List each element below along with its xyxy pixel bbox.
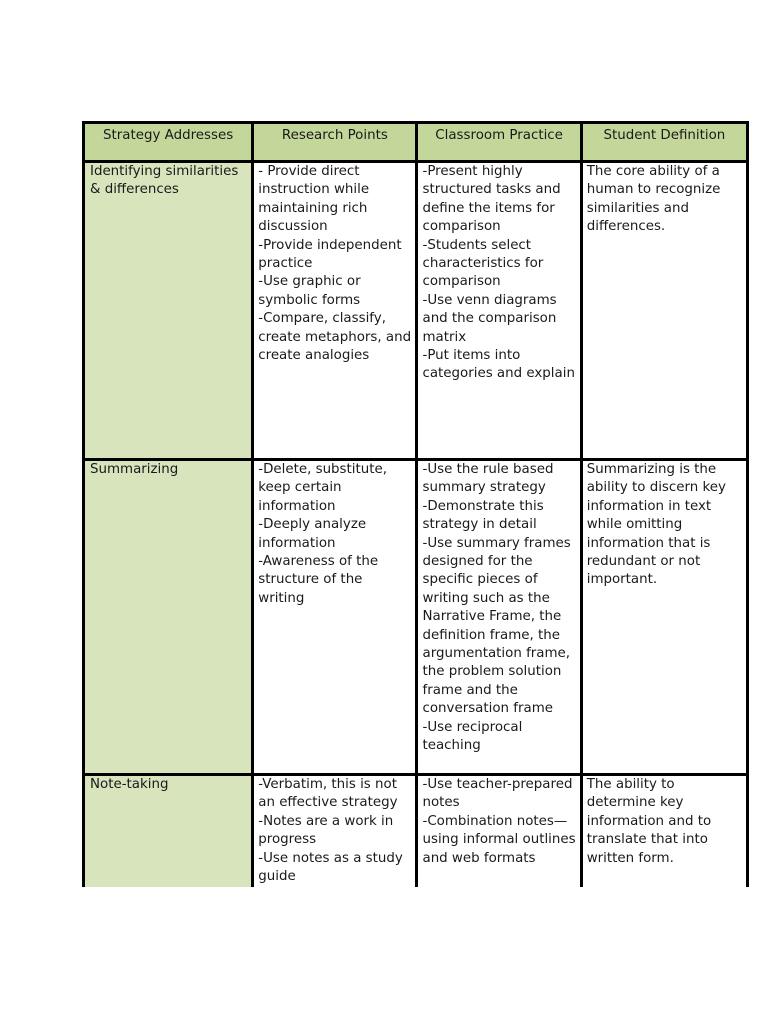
table-row [84, 775, 748, 888]
classroom-practice-cell: -Use teacher-prepared notes -Combination notes—using informal outlines and web formats [417, 775, 581, 888]
classroom-practice-cell: -Present highly structured tasks and define the items for comparison -Students select characteristics for comparison -Use venn diagrams and the comparison matrix -Put items into categories and explain [417, 162, 581, 460]
student-definition-cell: The core ability of a human to recognize similarities and differences. [581, 162, 747, 460]
strategy-cell: Identifying similarities & differences [84, 162, 253, 460]
strategy-cell: Note-taking [84, 775, 253, 888]
strategy-table-container [82, 121, 749, 887]
student-definition-cell: The ability to determine key information and to translate that into written form. [581, 775, 747, 888]
strategy-cell: Summarizing [84, 460, 253, 775]
header-classroom-practice: Classroom Practice [417, 123, 581, 162]
research-points-cell: -Delete, substitute, keep certain information -Deeply analyze information -Awareness of the structure of the writing [253, 460, 417, 775]
header-student-definition: Student Definition [581, 123, 747, 162]
header-research-points: Research Points [253, 123, 417, 162]
table-row [84, 162, 748, 460]
classroom-practice-cell: -Use the rule based summary strategy -Demonstrate this strategy in detail -Use summary frames designed for the specific pieces of writing such as the Narrative Frame, the definition frame, the argumentation frame, the problem solution frame and the conversation frame -Use reciprocal teaching [417, 460, 581, 775]
research-points-cell: -Verbatim, this is not an effective strategy -Notes are a work in progress -Use notes as a study guide [253, 775, 417, 888]
strategy-table [82, 121, 749, 887]
table-row [84, 460, 748, 775]
table-header-row [84, 123, 748, 162]
header-strategy-addresses: Strategy Addresses [84, 123, 253, 162]
research-points-cell: - Provide direct instruction while maintaining rich discussion -Provide independent practice -Use graphic or symbolic forms -Compare, classify, create metaphors, and create analogies [253, 162, 417, 460]
student-definition-cell: Summarizing is the ability to discern key information in text while omitting information that is redundant or not important. [581, 460, 747, 775]
